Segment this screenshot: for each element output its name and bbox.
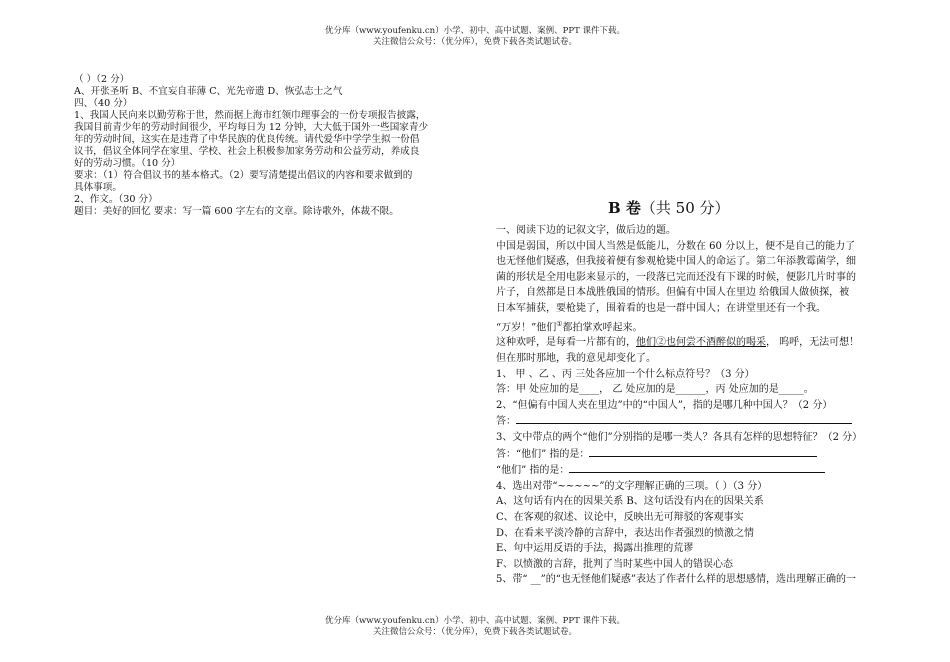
option-f: F、以愤激的言辞，批判了当时某些中国人的错误心态 <box>496 558 733 570</box>
left-line: 要求：（1）符合倡议书的基本格式。（2）要写清楚提出倡议的内容和要求做到的 <box>74 170 413 181</box>
answer-blank[interactable] <box>589 446 817 457</box>
footer-line-1: 优分库（www.youfenku.cn）小学、初中、高中试题、案例、PPT 课件下载。 <box>325 616 625 626</box>
passage-text: 都拍掌欢呼起来。 <box>562 321 643 333</box>
question-4: 4、选出对带“~~~~~”的文字理解正确的三项。（ ）（3 分） <box>496 480 768 492</box>
header-line-2: 关注微信公众号：（优分库），免费下载各类试题试卷。 <box>372 37 577 47</box>
passage-line: 日本军捕获，要枪毙了，围着看的也是一群中国人；在讲堂里还有一个我。 <box>496 302 826 314</box>
section-b-title-main: B 卷 <box>608 199 641 217</box>
page-footer <box>0 616 950 638</box>
answer-label: 答：“他们” 指的是： <box>496 448 590 460</box>
answer-blank[interactable] <box>516 413 852 424</box>
question-3: 3、文中带点的两个“他们”分别指的是哪一类人？各具有怎样的思想特征？（2 分） <box>496 432 863 444</box>
left-line: 我国目前青少年的劳动时间很少，平均每日为 12 分钟，大大低于国外一些国家青少 <box>74 122 429 133</box>
answer-label: 答： <box>496 416 516 428</box>
question-2: 2、“但偏有中国人夹在里边”中的“中国人”，指的是哪几种中国人？（2 分） <box>496 399 833 411</box>
left-line: 具体事项。 <box>74 182 122 193</box>
section-b-title <box>608 197 730 218</box>
left-line: 四、（40 分） <box>74 98 133 109</box>
section-b-title-sub: （共 50 分） <box>640 199 730 217</box>
passage-line: 菌的形状是全用电影来显示的，一段落已完而还没有下课的时候，便影几片时事的 <box>496 271 856 283</box>
option-d: D、在看来平淡冷静的言辞中，表达出作者强烈的愤激之情 <box>496 527 755 539</box>
option-a-b: A、这句话有内在的因果关系 B、这句话没有内在的因果关系 <box>496 496 764 508</box>
passage-line <box>496 317 878 336</box>
passage-line: 但在那时那地，我的意见却变化了。 <box>496 353 656 365</box>
left-line: 2、作文。（30 分） <box>74 194 158 205</box>
answer-3a <box>496 446 878 463</box>
left-line: 题目：美好的回忆 要求：写一篇 600 字左右的文章。除诗歌外，体裁不限。 <box>74 206 399 217</box>
answer-label: “他们” 指的是： <box>496 465 570 477</box>
passage-line <box>496 335 878 351</box>
question-5: 5、带“ __”的“也无怪他们疑惑”表达了作者什么样的思想感情，选出理解正确的一 <box>496 574 856 586</box>
option-e: E、句中运用反语的手法，揭露出推理的荒谬 <box>496 543 694 555</box>
answer-blank[interactable] <box>569 462 825 473</box>
answer-1: 答：甲 处应加的是____， 乙 处应加的是______，丙 处应加的是_____。 <box>496 384 814 396</box>
left-line: 议书，倡议全体同学在家里、学校、社会上积极参加家务劳动和公益劳动，养成良 <box>74 146 420 157</box>
passage-text: “万岁！”他们 <box>496 321 557 333</box>
left-column <box>74 74 454 218</box>
passage-line: 也无怪他们疑惑，但我接着便有参观枪毙中国人的命运了。第二年添教霉菌学，细 <box>496 256 856 268</box>
left-line: 好的劳动习惯。（10 分） <box>74 158 181 169</box>
question-1: 1、 甲 、乙 、丙 三处各应加一个什么标点符号？（3 分） <box>496 368 755 380</box>
left-line: 年的劳动时间，这实在是违背了中华民族的优良传统。请代爱华中学学生拟一份倡 <box>74 134 420 145</box>
left-line: （ ）（2 分） <box>74 74 130 85</box>
passage-line: 中国是弱国，所以中国人当然是低能儿，分数在 60 分以上，便不是自己的能力了 <box>496 240 856 252</box>
passage-text: 这种欢呼，是每看一片都有的， <box>496 337 636 349</box>
right-column <box>496 223 878 588</box>
passage-line: 片子，自然都是日本战胜俄国的情形。但偏有中国人在里边 给俄国人做侦探，被 <box>496 287 850 299</box>
footer-line-2: 关注微信公众号：（优分库），免费下载各类试题试卷。 <box>372 627 577 637</box>
footnote-marker: ① <box>556 319 563 328</box>
page-header <box>0 26 950 48</box>
passage-text: ， 呜呼，无法可想！ <box>766 337 860 349</box>
reading-intro: 一、阅读下边的记叙文字，做后边的题。 <box>496 225 676 236</box>
header-line-1: 优分库（www.youfenku.cn）小学、初中、高中试题、案例、PPT 课件下载。 <box>325 26 625 36</box>
answer-2 <box>496 413 878 430</box>
underlined-sentence: 他们②也何尝不酒醉似的喝采 <box>636 337 766 349</box>
left-line: A、开张圣听 B、不宜妄自菲薄 C、光先帝遗 D、恢弘志士之气 <box>74 86 343 97</box>
left-line: 1、我国人民向来以勤劳称于世，然而据上海市红领巾理事会的一份专项报告披露， <box>74 110 426 121</box>
answer-3b <box>496 462 878 479</box>
option-c: C、在客观的叙述、议论中，反映出无可辩驳的客观事实 <box>496 512 744 524</box>
